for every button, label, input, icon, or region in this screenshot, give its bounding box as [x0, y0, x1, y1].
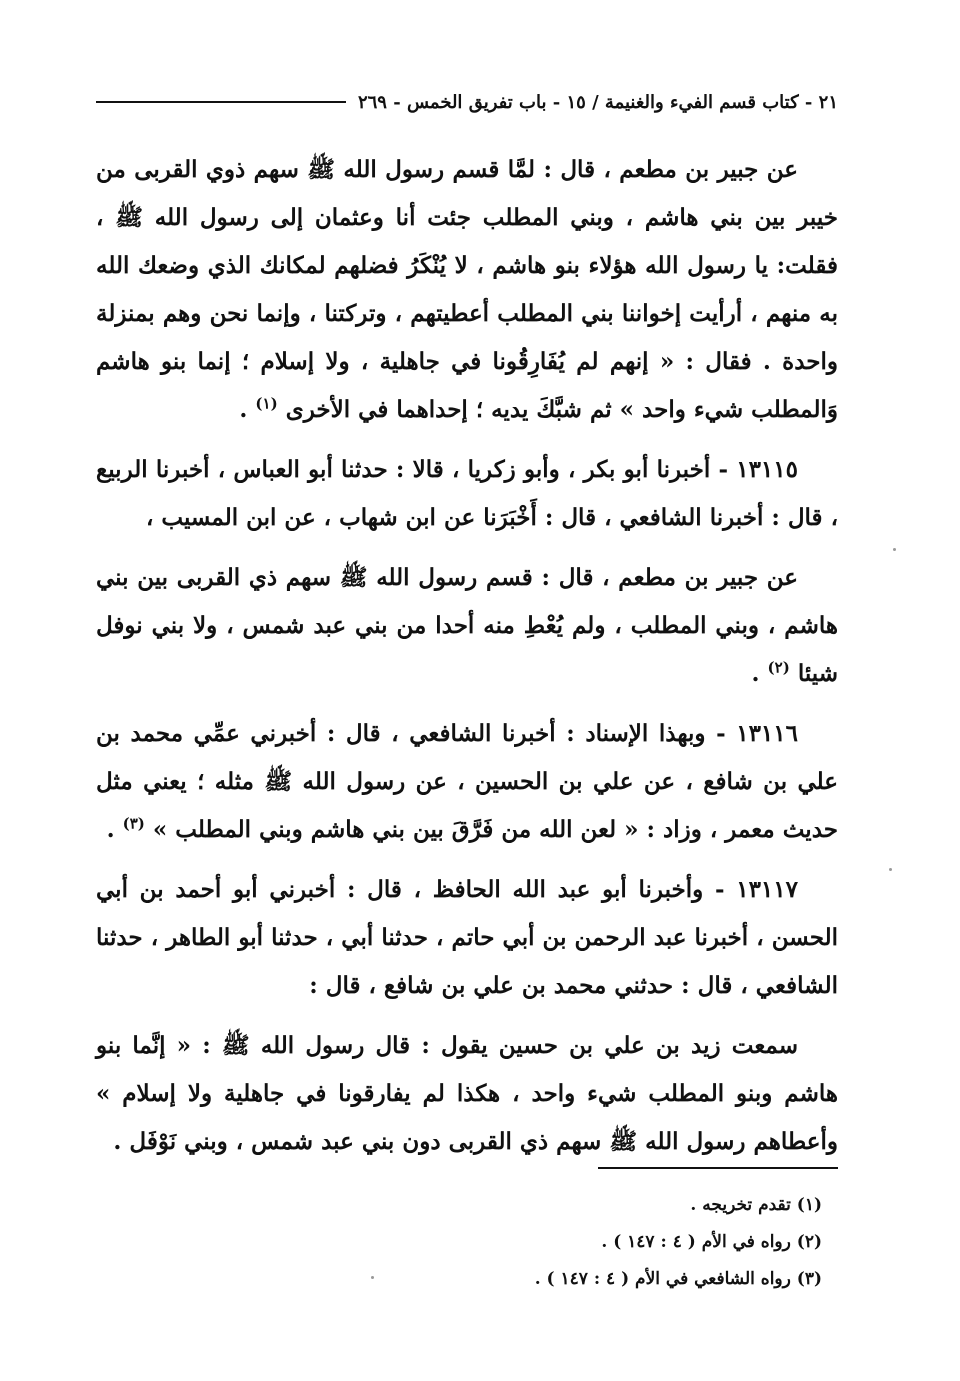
hadith-paragraph	[96, 554, 838, 698]
scan-speck	[889, 868, 892, 871]
paragraph-text: ١٣١١٦ - وبهذا الإسناد : أخبرنا الشافعي ، قال : أخبرني عمِّي محمد بن علي بن شافع ، عن علي بن الحسين ، عن رسول الله ﷺ مثله ؛ يعني مثل حديث معمر ، وزاد : « لعن الله من فَرَّقَ بين بني هاشم وبني المطلب »	[96, 720, 838, 843]
paragraph-tail: .	[239, 396, 256, 423]
footnotes	[102, 1192, 822, 1303]
footnote-reference: (٢)	[767, 658, 790, 677]
footnote-reference: (٣)	[122, 814, 145, 833]
footnote-item: (١) تقدم تخريجه .	[690, 1195, 822, 1215]
footnote-separator	[598, 1167, 838, 1169]
paragraph-text: عن جبير بن مطعم ، قال : لمَّا قسم رسول الله ﷺ سهم ذوي القربى من خيبر بين بني هاشم ، وبني المطلب جئت أنا وعثمان إلى رسول الله ﷺ ، فقلت: يا رسول الله هؤلاء بنو هاشم ، لا يُنْكَرُ فضلهم لمكانك الذي وضعك الله به منهم ، أرأيت إخواننا بني المطلب أعطيتهم ، وتركتنا ، وإنما نحن وهم بمنزلة واحدة . فقال : « إنهم لم يُفَارِقُونا في جاهلية ، ولا إسلام ؛ إنما بنو هاشم وَالمطلب شيء واحد » ثم شبَّكَ يديه ؛ إحداهما في الأخرى	[96, 156, 838, 423]
footnote-reference: (١)	[255, 394, 278, 413]
footnote-item: (٣) رواه الشافعي في الأم ( ٤ : ١٤٧ ) .	[534, 1269, 822, 1289]
isnad-paragraph	[96, 866, 838, 1010]
paragraph-text: ١٣١١٥ - أخبرنا أبو بكر ، وأبو زكريا ، قالا : حدثنا أبو العباس ، أخبرنا الربيع ، قال : أخبرنا الشافعي ، قال : أَخْبَرَنا عن ابن شهاب ، عن ابن المسيب ،	[96, 456, 838, 531]
footnote-item: (٢) رواه في الأم ( ٤ : ١٤٧ ) .	[601, 1232, 822, 1252]
paragraph-text: سمعت زيد بن علي بن حسين يقول : قال رسول الله ﷺ : « إنَّما بنو هاشم وبنو المطلب شيء واحد ، هكذا لم يفارقونا في جاهلية ولا إسلام » وأعطاهم رسول الله ﷺ سهم ذي القربى دون بني عبد شمس ، وبني نَوْفَل .	[96, 1032, 838, 1155]
hadith-paragraph	[96, 1022, 838, 1166]
paragraph-tail: .	[751, 660, 768, 687]
scan-speck	[893, 548, 896, 551]
paragraph-text: ١٣١١٧ - وأخبرنا أبو عبد الله الحافظ ، قال : أخبرني أبو أحمد بن أبي الحسن ، أخبرنا عبد الرحمن بن أبي حاتم ، حدثنا أبي ، حدثنا أبو الطاهر ، حدثنا الشافعي ، قال : حدثني محمد بن علي بن شافع ، قال :	[96, 876, 838, 999]
isnad-paragraph	[96, 710, 838, 854]
book-page	[96, 0, 838, 1381]
scan-speck	[371, 1276, 374, 1279]
paragraph-tail: .	[106, 816, 123, 843]
isnad-paragraph	[96, 446, 838, 542]
body-text	[96, 146, 838, 1178]
running-header	[96, 88, 838, 116]
hadith-paragraph	[96, 146, 838, 434]
running-header-text: ٢١ - كتاب قسم الفيء والغنيمة / ١٥ - باب تفريق الخمس - ٢٦٩	[357, 91, 838, 113]
paragraph-text: عن جبير بن مطعم ، قال : قسم رسول الله ﷺ سهم ذي القربى بين بني هاشم ، وبني المطلب ، ولم يُعْطِ منه أحدا من بني عبد شمس ، ولا بني نوفل شيئا	[96, 564, 838, 687]
header-rule	[96, 101, 346, 103]
